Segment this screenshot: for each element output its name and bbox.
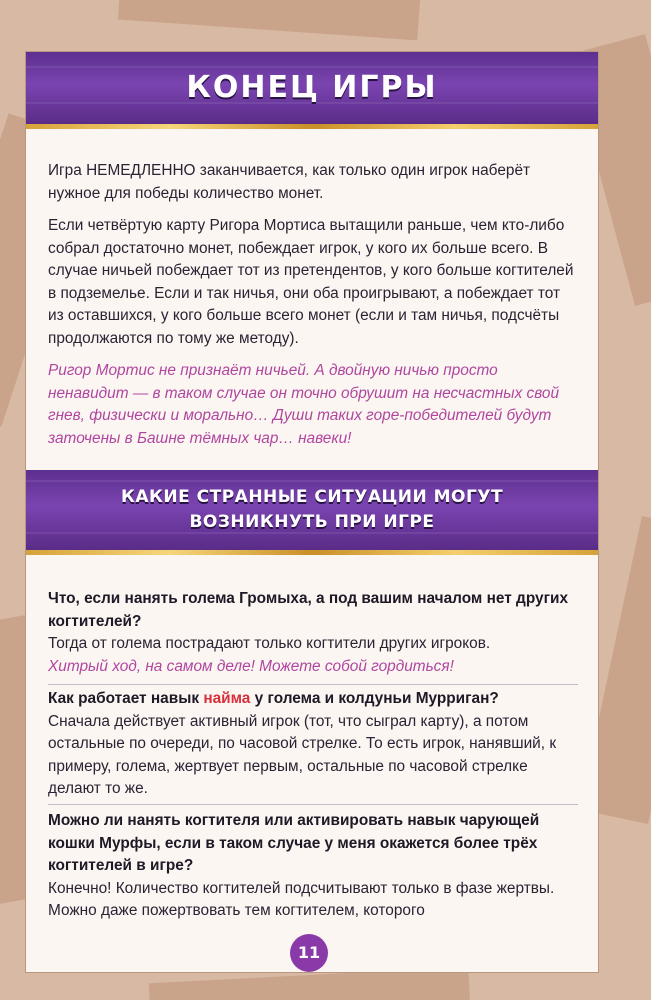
gold-trim	[26, 124, 598, 129]
section-banner-faq	[26, 470, 598, 550]
faq-question: Можно ли нанять когтителя или активировать навык чарующей кошки Мурфы, если в таком случае у меня окажется более трёх когтителей в игре?	[48, 812, 540, 874]
faq-item-1	[48, 588, 578, 678]
gold-trim	[26, 550, 598, 555]
faq-question: Что, если нанять голема Громыха, а под вашим началом нет других когтителей?	[48, 590, 569, 630]
title-line: ВОЗНИКНУТЬ ПРИ ИГРЕ	[189, 512, 435, 532]
section-banner-end-game	[26, 52, 598, 124]
title-line: КАКИЕ СТРАННЫЕ СИТУАЦИИ МОГУТ	[120, 487, 504, 507]
keyword-highlight: найма	[203, 690, 251, 707]
section-title: КОНЕЦ ИГРЫ	[186, 70, 438, 105]
divider	[48, 684, 578, 685]
section-title	[26, 485, 598, 535]
faq-answer: Сначала действует активный игрок (тот, что сыграл карту), а потом остальные по очереди, по часовой стрелке. То есть игрок, нанявший, к примеру, голема, жертвует первым, остальные по часовой стрелке делают то же.	[48, 712, 557, 797]
paragraph: Игра НЕМЕДЛЕННО заканчивается, как только один игрок наберёт нужное для победы количество монет.	[48, 162, 531, 202]
flavor-text: Ригор Мортис не признаёт ничьей. А двойную ничью просто ненавидит — в таком случае он точно обрушит на несчастных свой гнев, физически и морально… Души таких горе-победителей будут заточены в Башне тёмных чар… навеки!	[48, 362, 560, 447]
faq-question	[48, 688, 578, 711]
question-text: Как работает навык	[48, 690, 204, 707]
divider	[48, 804, 578, 805]
section1-body	[48, 160, 578, 450]
faq-item-2	[48, 688, 578, 801]
faq-answer: Конечно! Количество когтителей подсчитывают только в фазе жертвы. Можно даже пожертвовать тем когтителем, которого	[48, 879, 555, 919]
paragraph: Если четвёртую карту Ригора Мортиса вытащили раньше, чем кто-либо собрал достаточно монет, побеждает игрок, у кого их больше всего. В случае ничьей побеждает тот из претендентов, у кого больше когтителей в подземелье. Если и так ничья, они оба проигрывают, а побеждает тот из оставшихся, у кого больше всего монет (если и там ничья, подсчёты продолжаются по тому же методу).	[48, 217, 574, 347]
faq-answer: Тогда от голема пострадают только когтители других игроков.	[48, 635, 491, 652]
page-number: 11	[290, 934, 328, 972]
faq-item-3	[48, 810, 578, 923]
question-text: у голема и колдуньи Мурриган?	[250, 690, 499, 707]
flavor-text: Хитрый ход, на самом деле! Можете собой гордиться!	[48, 657, 454, 675]
